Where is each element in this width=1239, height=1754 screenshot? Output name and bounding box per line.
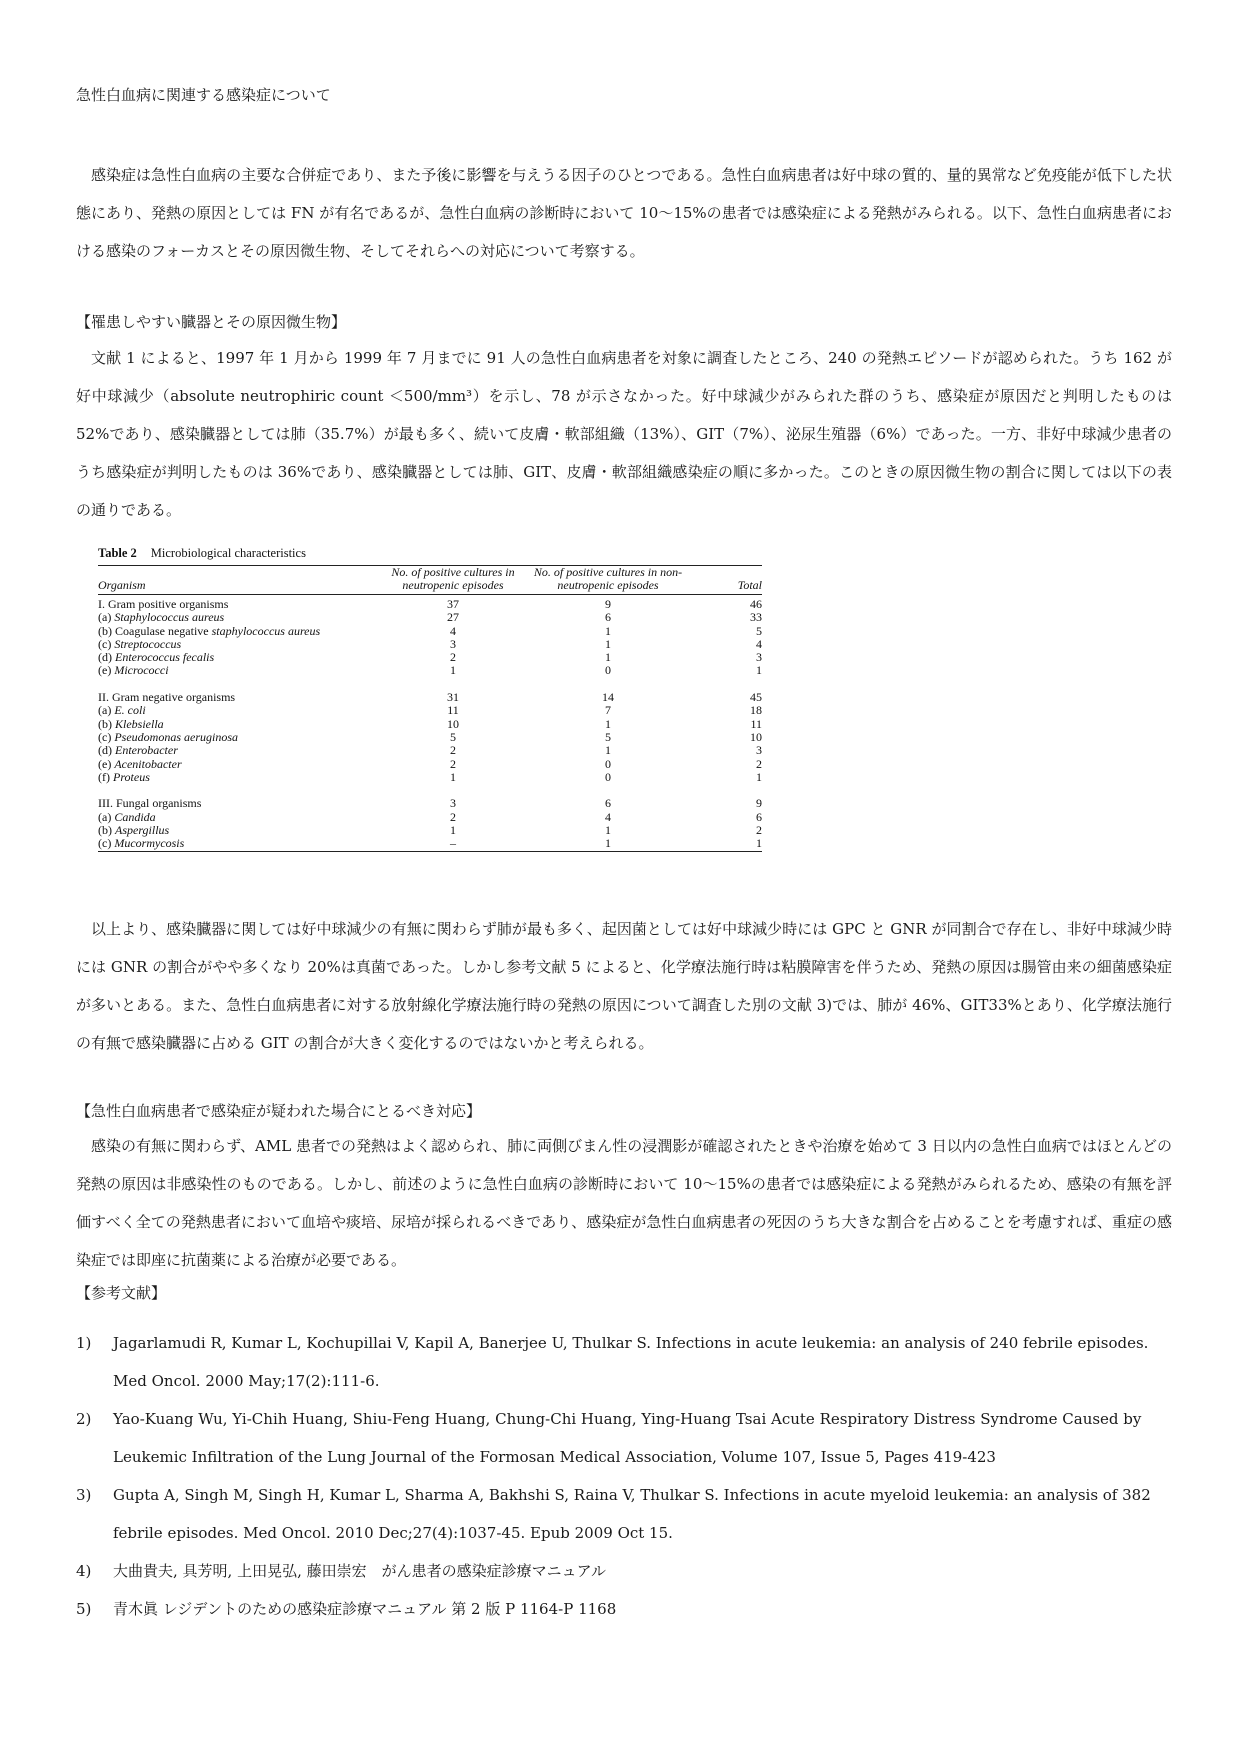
non-neutropenic-count: 6 — [605, 610, 611, 625]
organism-name: Mucormycosis — [114, 836, 185, 851]
total-count: 1 — [756, 769, 762, 784]
table-row — [98, 651, 762, 664]
total-count: 5 — [756, 623, 762, 638]
table-row — [98, 758, 762, 771]
organism-prefix: (f) — [98, 769, 113, 784]
organism-cell — [98, 625, 378, 638]
reference-item — [76, 1400, 1176, 1476]
organism-prefix: (b) — [98, 823, 115, 838]
total-count: 10 — [750, 729, 762, 744]
organism-prefix: (d) — [98, 650, 115, 665]
organism-cell — [98, 771, 378, 784]
table-row — [98, 611, 762, 624]
non-neutropenic-count: 0 — [605, 663, 611, 678]
table-row — [98, 824, 762, 837]
group-row — [98, 691, 762, 704]
neutropenic-count: 11 — [447, 703, 459, 718]
table-body — [98, 595, 762, 852]
reference-list — [76, 1324, 1176, 1628]
organism-name: Klebsiella — [115, 716, 164, 731]
header-neutropenic: No. of positive cultures in neutropenic episodes — [391, 565, 515, 592]
organism-prefix: (c) — [98, 636, 115, 651]
non-neutropenic-count: 1 — [605, 650, 611, 665]
total-count: 1 — [756, 836, 762, 851]
table-row — [98, 625, 762, 638]
group-name: I. Gram positive organisms — [98, 597, 229, 611]
table-row — [98, 718, 762, 731]
non-neutropenic-count: 5 — [605, 729, 611, 744]
total-count: 6 — [756, 809, 762, 824]
neutropenic-count: 1 — [450, 823, 456, 838]
total-count: 9 — [756, 796, 762, 811]
group-row — [98, 797, 762, 810]
organism-name: staphylococcus aureus — [211, 623, 321, 638]
non-neutropenic-count: 1 — [605, 716, 611, 731]
header-organism: Organism — [98, 578, 146, 592]
reference-number: 4) — [76, 1562, 92, 1580]
organism-name: Proteus — [113, 769, 150, 784]
organism-name: Acenitobacter — [114, 756, 182, 771]
reference-text: 大曲貴夫, 具芳明, 上田晃弘, 藤田崇宏 がん患者の感染症診療マニュアル — [113, 1562, 607, 1580]
total-count: 2 — [756, 756, 762, 771]
organism-prefix: (e) — [98, 663, 115, 678]
organism-cell — [98, 704, 378, 717]
group-spacer — [98, 784, 762, 797]
non-neutropenic-count: 14 — [602, 690, 614, 705]
non-neutropenic-count: 1 — [605, 823, 611, 838]
table-title: Microbiological characteristics — [150, 546, 306, 560]
total-count: 4 — [756, 636, 762, 651]
group-spacer — [98, 678, 762, 691]
neutropenic-count: 2 — [450, 650, 456, 665]
neutropenic-count: 5 — [450, 729, 456, 744]
neutropenic-count: 31 — [447, 690, 459, 705]
microbiology-table — [98, 545, 762, 852]
neutropenic-count: – — [450, 836, 456, 851]
organism-prefix: (d) — [98, 743, 115, 758]
table-caption — [98, 545, 762, 565]
neutropenic-count: 2 — [450, 743, 456, 758]
reference-text: Jagarlamudi R, Kumar L, Kochupillai V, Kapil A, Banerjee U, Thulkar S. Infections in acute leukemia: an analysis of 240 febrile episodes. Med Oncol. 2000 May;17(2):111-6. — [113, 1334, 1149, 1390]
intro-paragraph: 感染症は急性白血病の主要な合併症であり、また予後に影響を与えうる因子のひとつである。急性白血病患者は好中球の質的、量的異常など免疫能が低下した状態にあり、発熱の原因としては FN が有名であるが、急性白血病の診断時において 10〜15%の患者では感染症による発熱がみられる。以下、急性白血病患者における感染のフォーカスとその原因微生物、そしてそれらへの対応について考察する。 — [76, 166, 1172, 260]
total-count: 46 — [750, 597, 762, 611]
organism-prefix: (b) — [98, 716, 115, 731]
organism-prefix: (c) — [98, 729, 115, 744]
organism-name: E. coli — [114, 703, 146, 718]
group-name: II. Gram negative organisms — [98, 690, 236, 705]
organism-prefix: (a) — [98, 703, 115, 718]
table-header-row — [98, 566, 762, 595]
reference-text: Gupta A, Singh M, Singh H, Kumar L, Sharma A, Bakhshi S, Raina V, Thulkar S. Infections in acute myeloid leukemia: an analysis of 382 febrile episodes. Med Oncol. 2010 Dec;27(4):1037-45. Epub 2009 Oct 15. — [113, 1486, 1151, 1542]
organism-cell — [98, 731, 378, 744]
section-response-paragraph: 感染の有無に関わらず、AML 患者での発熱はよく認められ、肺に両側びまん性の浸潤影が確認されたときや治療を始めて 3 日以内の急性白血病ではほとんどの発熱の原因は非感染性のものである。しかし、前述のように急性白血病の診断時において 10〜15%の患者では感染症による発熱がみられるため、感染の有無を評価すべく全ての発熱患者において血培や痰培、尿培が採られるべきであり、感染症が急性白血病患者の死因のうち大きな割合を占めることを考慮すれば、重症の感染症では即座に抗菌薬による治療が必要である。 — [76, 1137, 1172, 1269]
total-count: 3 — [756, 743, 762, 758]
organism-cell — [98, 664, 378, 677]
non-neutropenic-count: 0 — [605, 756, 611, 771]
neutropenic-count: 1 — [450, 769, 456, 784]
organism-name: Staphylococcus aureus — [114, 610, 225, 625]
reference-number: 1) — [76, 1334, 92, 1352]
organism-prefix: (c) — [98, 836, 115, 851]
total-count: 1 — [756, 663, 762, 678]
reference-number: 5) — [76, 1600, 92, 1618]
non-neutropenic-count: 9 — [605, 597, 611, 611]
non-neutropenic-count: 6 — [605, 796, 611, 811]
header-non-neutropenic: No. of positive cultures in non-neutropenic episodes — [533, 565, 683, 592]
reference-item — [76, 1324, 1176, 1400]
organism-cell — [98, 638, 378, 651]
total-count: 2 — [756, 823, 762, 838]
neutropenic-count: 3 — [450, 636, 456, 651]
organism-name: Candida — [114, 809, 156, 824]
total-count: 11 — [750, 716, 762, 731]
organism-cell — [98, 744, 378, 757]
after-table-paragraph: 以上より、感染臓器に関しては好中球減少の有無に関わらず肺が最も多く、起因菌としては好中球減少時には GPC と GNR が同割合で存在し、非好中球減少時には GNR の割合がやや多くなり 20%は真菌であった。しかし参考文献 5 によると、化学療法施行時は粘膜障害を伴うため、発熱の原因は腸管由来の細菌感染症が多いとある。また、急性白血病患者に対する放射線化学療法施行時の発熱の原因について調査した別の文献 3)では、肺が 46%、GIT33%とあり、化学療法施行の有無で感染臓器に占める GIT の割合が大きく変化するのではないかと考えられる。 — [76, 920, 1172, 1052]
reference-text: 青木眞 レジデントのための感染症診療マニュアル 第 2 版 P 1164-P 1168 — [113, 1600, 617, 1618]
section-heading-organs: 【罹患しやすい臓器とその原因微生物】 — [76, 313, 347, 331]
organism-prefix: (a) — [98, 610, 115, 625]
group-row — [98, 595, 762, 612]
organism-name: Pseudomonas aeruginosa — [114, 729, 238, 744]
total-count: 33 — [750, 610, 762, 625]
organism-cell — [98, 811, 378, 824]
total-count: 18 — [750, 703, 762, 718]
neutropenic-count: 37 — [447, 597, 459, 611]
header-total: Total — [737, 578, 762, 592]
organism-cell — [98, 758, 378, 771]
table-row — [98, 771, 762, 784]
section-organs-paragraph: 文献 1 によると、1997 年 1 月から 1999 年 7 月までに 91 人の急性白血病患者を対象に調査したところ、240 の発熱エピソードが認められた。うち 162 が好中球減少（absolute neutrophiric count ＜500/mm³）を示し、78 が示さなかった。好中球減少がみられた群のうち、感染症が原因だと判明したものは 52%であり、感染臓器としては肺（35.7%）が最も多く、続いて皮膚・軟部組織（13%）、GIT（7%）、泌尿生殖器（6%）であった。一方、非好中球減少患者のうち感染症が判明したものは 36%であり、感染臓器としては肺、GIT、皮膚・軟部組織感染症の順に多かった。このときの原因微生物の割合に関しては以下の表の通りである。 — [76, 349, 1172, 519]
table-row — [98, 664, 762, 677]
document-title: 急性白血病に関連する感染症について — [76, 86, 331, 104]
table-row — [98, 638, 762, 651]
organism-cell — [98, 611, 378, 624]
table-row — [98, 731, 762, 744]
non-neutropenic-count: 1 — [605, 623, 611, 638]
non-neutropenic-count: 1 — [605, 636, 611, 651]
organism-prefix: (a) — [98, 809, 115, 824]
non-neutropenic-count: 1 — [605, 836, 611, 851]
organism-name: Enterobacter — [115, 743, 178, 758]
organism-cell — [98, 837, 378, 851]
neutropenic-count: 1 — [450, 663, 456, 678]
neutropenic-count: 10 — [447, 716, 459, 731]
organism-cell — [98, 651, 378, 664]
organism-cell — [98, 824, 378, 837]
reference-text: Yao-Kuang Wu, Yi-Chih Huang, Shiu-Feng Huang, Chung-Chi Huang, Ying-Huang Tsai Acute Respiratory Distress Syndrome Caused by Leukemic Infiltration of the Lung Journal of the Formosan Medical Association, Volume 107, Issue 5, Pages 419-423 — [113, 1410, 1142, 1466]
total-count: 45 — [750, 690, 762, 705]
reference-item — [76, 1590, 1176, 1628]
reference-item — [76, 1476, 1176, 1552]
non-neutropenic-count: 0 — [605, 769, 611, 784]
non-neutropenic-count: 7 — [605, 703, 611, 718]
data-table — [98, 565, 762, 852]
table-row — [98, 744, 762, 757]
neutropenic-count: 2 — [450, 756, 456, 771]
references-heading: 【参考文献】 — [76, 1284, 167, 1302]
neutropenic-count: 3 — [450, 796, 456, 811]
organism-prefix: (e) — [98, 756, 115, 771]
table-row — [98, 704, 762, 717]
table-row — [98, 837, 762, 851]
organism-name: Aspergillus — [115, 823, 170, 838]
table-row — [98, 811, 762, 824]
neutropenic-count: 27 — [447, 610, 459, 625]
reference-item — [76, 1552, 1176, 1590]
organism-name: Enterococcus fecalis — [115, 650, 215, 665]
reference-number: 3) — [76, 1486, 92, 1504]
neutropenic-count: 2 — [450, 809, 456, 824]
organism-cell — [98, 718, 378, 731]
reference-number: 2) — [76, 1410, 92, 1428]
organism-prefix: (b) Coagulase negative — [98, 623, 212, 638]
organism-name: Micrococci — [114, 663, 169, 678]
total-count: 3 — [756, 650, 762, 665]
neutropenic-count: 4 — [450, 623, 456, 638]
non-neutropenic-count: 4 — [605, 809, 611, 824]
table-label: Table 2 — [98, 546, 137, 560]
non-neutropenic-count: 1 — [605, 743, 611, 758]
group-name: III. Fungal organisms — [98, 796, 202, 811]
organism-name: Streptococcus — [114, 636, 182, 651]
section-heading-response: 【急性白血病患者で感染症が疑われた場合にとるべき対応】 — [76, 1102, 482, 1120]
